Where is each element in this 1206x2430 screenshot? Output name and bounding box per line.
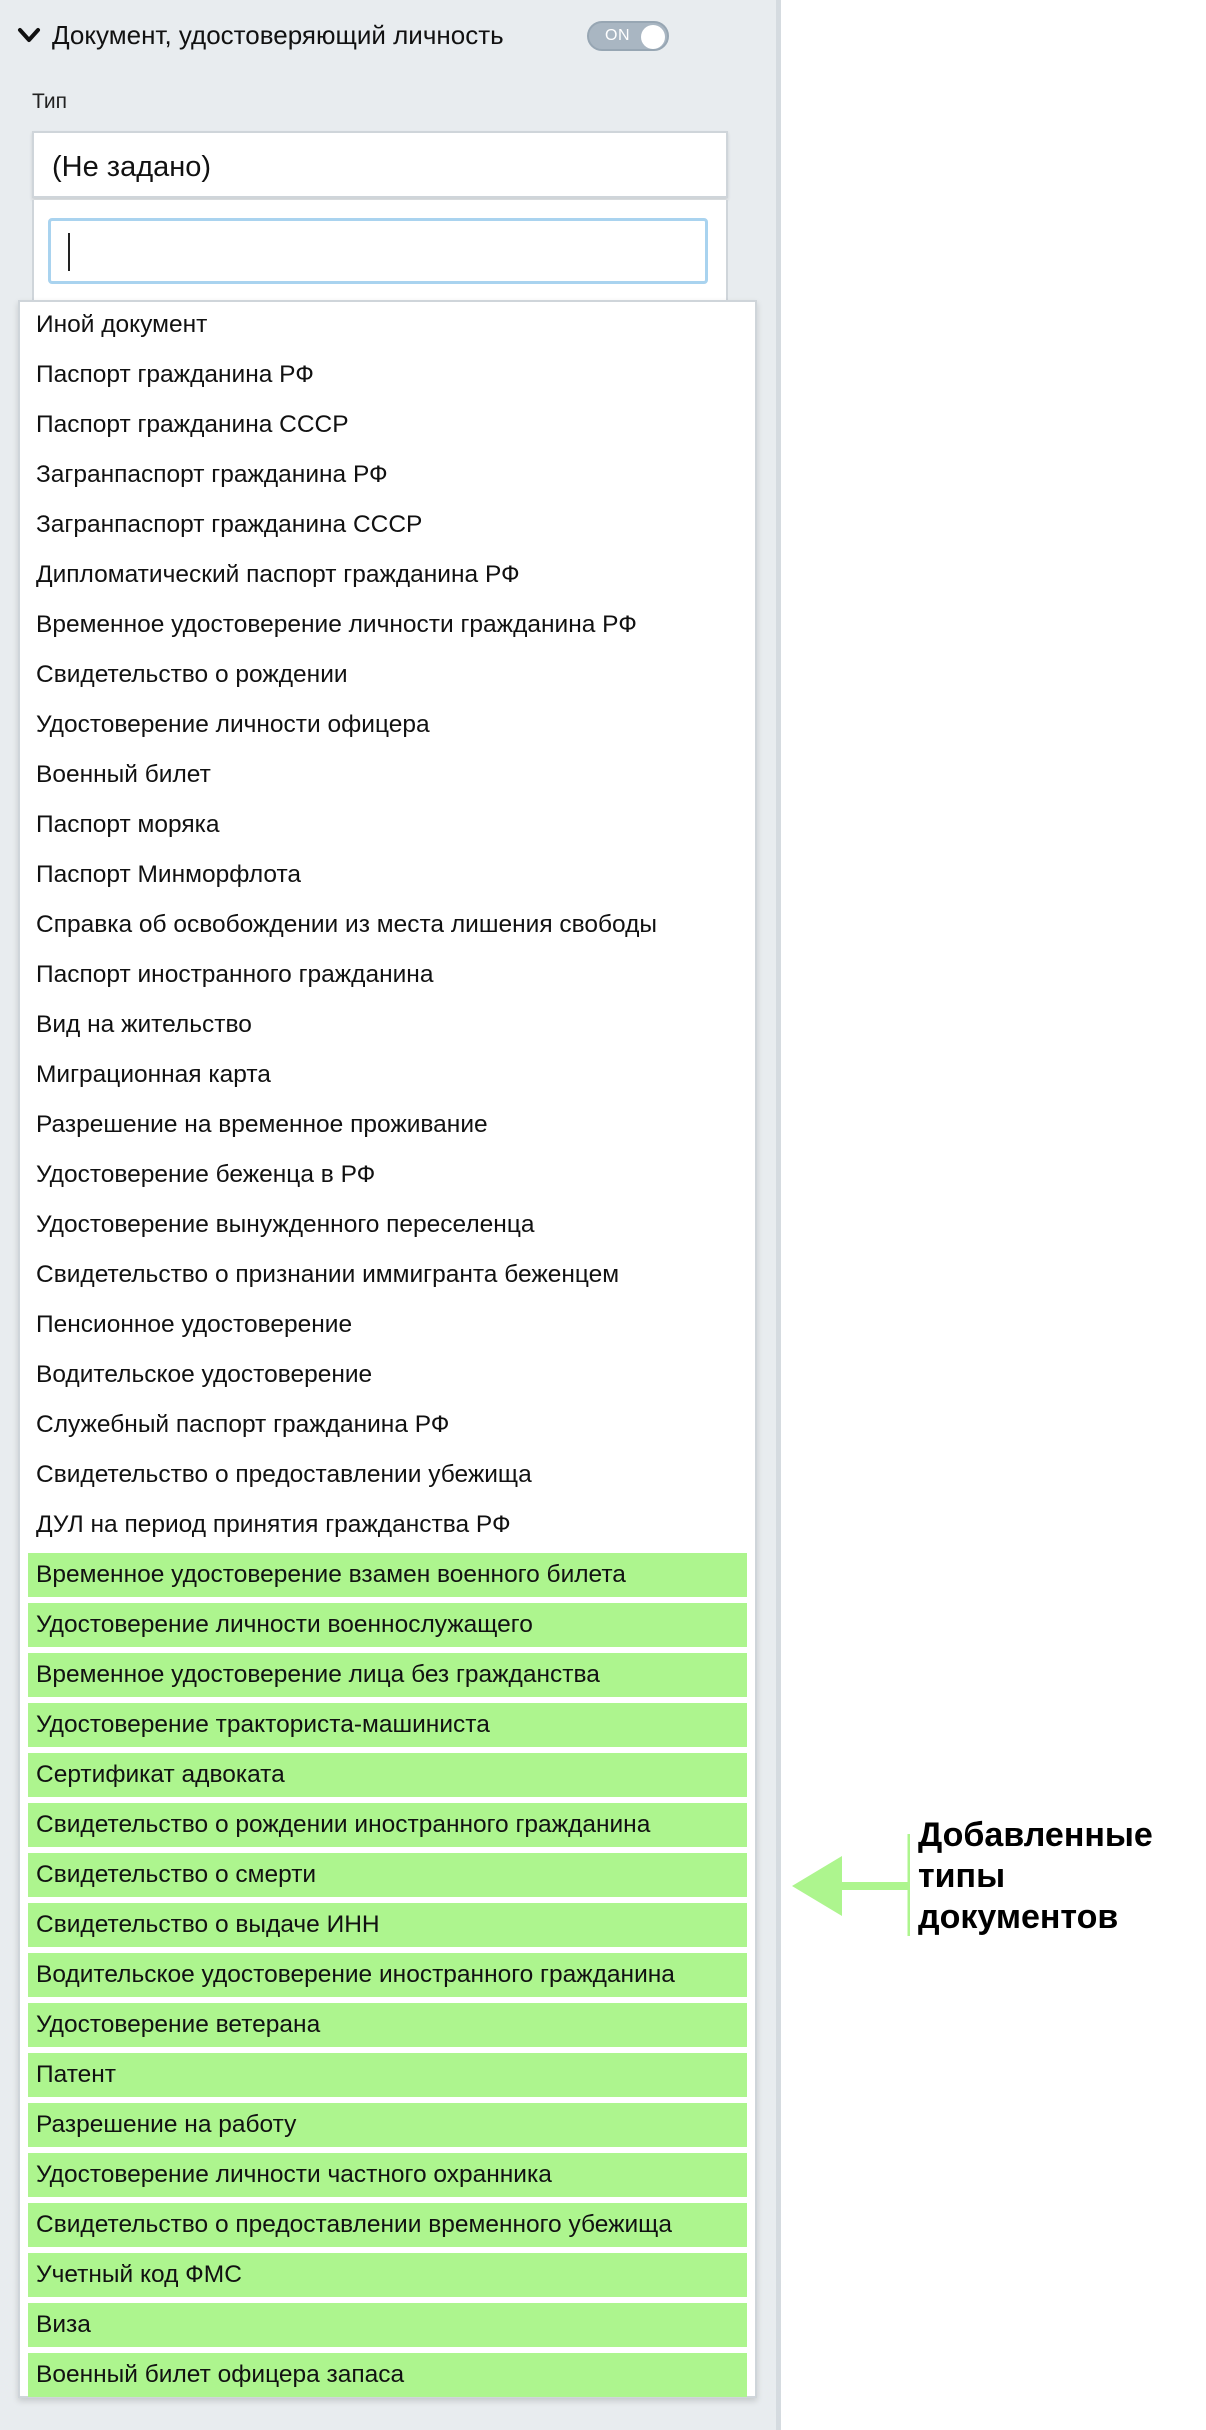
option-item[interactable]: Справка об освобождении из места лишения свободы <box>36 911 658 938</box>
option-item-added[interactable]: Свидетельство о смерти <box>28 1853 747 1897</box>
option-item-added[interactable]: Удостоверение личности частного охранника <box>28 2153 747 2197</box>
toggle-knob <box>641 25 665 49</box>
annotation-line: Добавленные <box>918 1816 1153 1854</box>
type-dropdown-list <box>18 300 757 2398</box>
option-item-added[interactable]: Свидетельство о рождении иностранного гражданина <box>28 1803 747 1847</box>
option-item[interactable]: ДУЛ на период принятия гражданства РФ <box>36 1511 511 1538</box>
option-item-added[interactable]: Разрешение на работу <box>28 2103 747 2147</box>
option-item[interactable]: Вид на жительство <box>36 1011 252 1038</box>
toggle-label: ON <box>605 27 630 44</box>
section-title: Документ, удостоверяющий личность <box>52 19 504 50</box>
option-item-added[interactable]: Временное удостоверение взамен военного билета <box>28 1553 747 1597</box>
type-select-value: (Не задано) <box>52 151 212 183</box>
option-item[interactable]: Загранпаспорт гражданина СССР <box>36 511 423 538</box>
option-item-added[interactable]: Удостоверение ветерана <box>28 2003 747 2047</box>
option-list <box>28 303 747 2403</box>
option-item[interactable]: Иной документ <box>36 311 208 338</box>
arrow-left-icon <box>790 1830 910 1940</box>
option-item[interactable]: Загранпаспорт гражданина РФ <box>36 461 388 488</box>
option-item[interactable]: Водительское удостоверение <box>36 1361 373 1388</box>
chevron-down-icon <box>16 22 42 48</box>
section-toggle[interactable] <box>587 21 669 51</box>
option-item-added[interactable]: Военный билет офицера запаса <box>28 2353 747 2397</box>
panel-divider <box>776 0 781 2430</box>
option-item[interactable]: Свидетельство о признании иммигранта беженцем <box>36 1261 620 1288</box>
type-select[interactable] <box>32 131 728 198</box>
option-item[interactable]: Дипломатический паспорт гражданина РФ <box>36 561 520 588</box>
annotation-line: документов <box>918 1898 1119 1936</box>
option-item[interactable]: Служебный паспорт гражданина РФ <box>36 1411 450 1438</box>
option-item-added[interactable]: Учетный код ФМС <box>28 2253 747 2297</box>
option-item-added[interactable]: Виза <box>28 2303 747 2347</box>
option-item[interactable]: Временное удостоверение личности гражданина РФ <box>36 611 637 638</box>
option-item[interactable]: Удостоверение беженца в РФ <box>36 1161 376 1188</box>
option-item[interactable]: Военный билет <box>36 761 211 788</box>
option-item[interactable]: Удостоверение вынужденного переселенца <box>36 1211 535 1238</box>
option-item[interactable]: Миграционная карта <box>36 1061 271 1088</box>
section-header[interactable] <box>16 14 504 56</box>
option-item-added[interactable]: Удостоверение личности военнослужащего <box>28 1603 747 1647</box>
option-item-added[interactable]: Свидетельство о выдаче ИНН <box>28 1903 747 1947</box>
option-item[interactable]: Свидетельство о рождении <box>36 661 348 688</box>
option-item-added[interactable]: Удостоверение тракториста-машиниста <box>28 1703 747 1747</box>
dropdown-search-area <box>32 200 728 300</box>
option-item[interactable]: Разрешение на временное проживание <box>36 1111 488 1138</box>
option-item[interactable]: Пенсионное удостоверение <box>36 1311 353 1338</box>
option-item-added[interactable]: Временное удостоверение лица без гражданства <box>28 1653 747 1697</box>
annotation-line: типы <box>918 1857 1006 1895</box>
option-item-added[interactable]: Водительское удостоверение иностранного гражданина <box>28 1953 747 1997</box>
option-item-added[interactable]: Патент <box>28 2053 747 2097</box>
option-item[interactable]: Паспорт гражданина СССР <box>36 411 349 438</box>
dropdown-search-input[interactable] <box>48 218 708 284</box>
text-caret <box>68 233 70 271</box>
option-item-added[interactable]: Свидетельство о предоставлении временного убежища <box>28 2203 747 2247</box>
option-item[interactable]: Паспорт моряка <box>36 811 220 838</box>
type-field-label: Тип <box>32 90 68 113</box>
option-item-added[interactable]: Сертификат адвоката <box>28 1753 747 1797</box>
option-item[interactable]: Паспорт гражданина РФ <box>36 361 314 388</box>
option-item[interactable]: Удостоверение личности офицера <box>36 711 430 738</box>
annotation-text <box>918 1815 1153 1938</box>
option-item[interactable]: Свидетельство о предоставлении убежища <box>36 1461 532 1488</box>
option-item[interactable]: Паспорт иностранного гражданина <box>36 961 434 988</box>
option-item[interactable]: Паспорт Минморфлота <box>36 861 302 888</box>
